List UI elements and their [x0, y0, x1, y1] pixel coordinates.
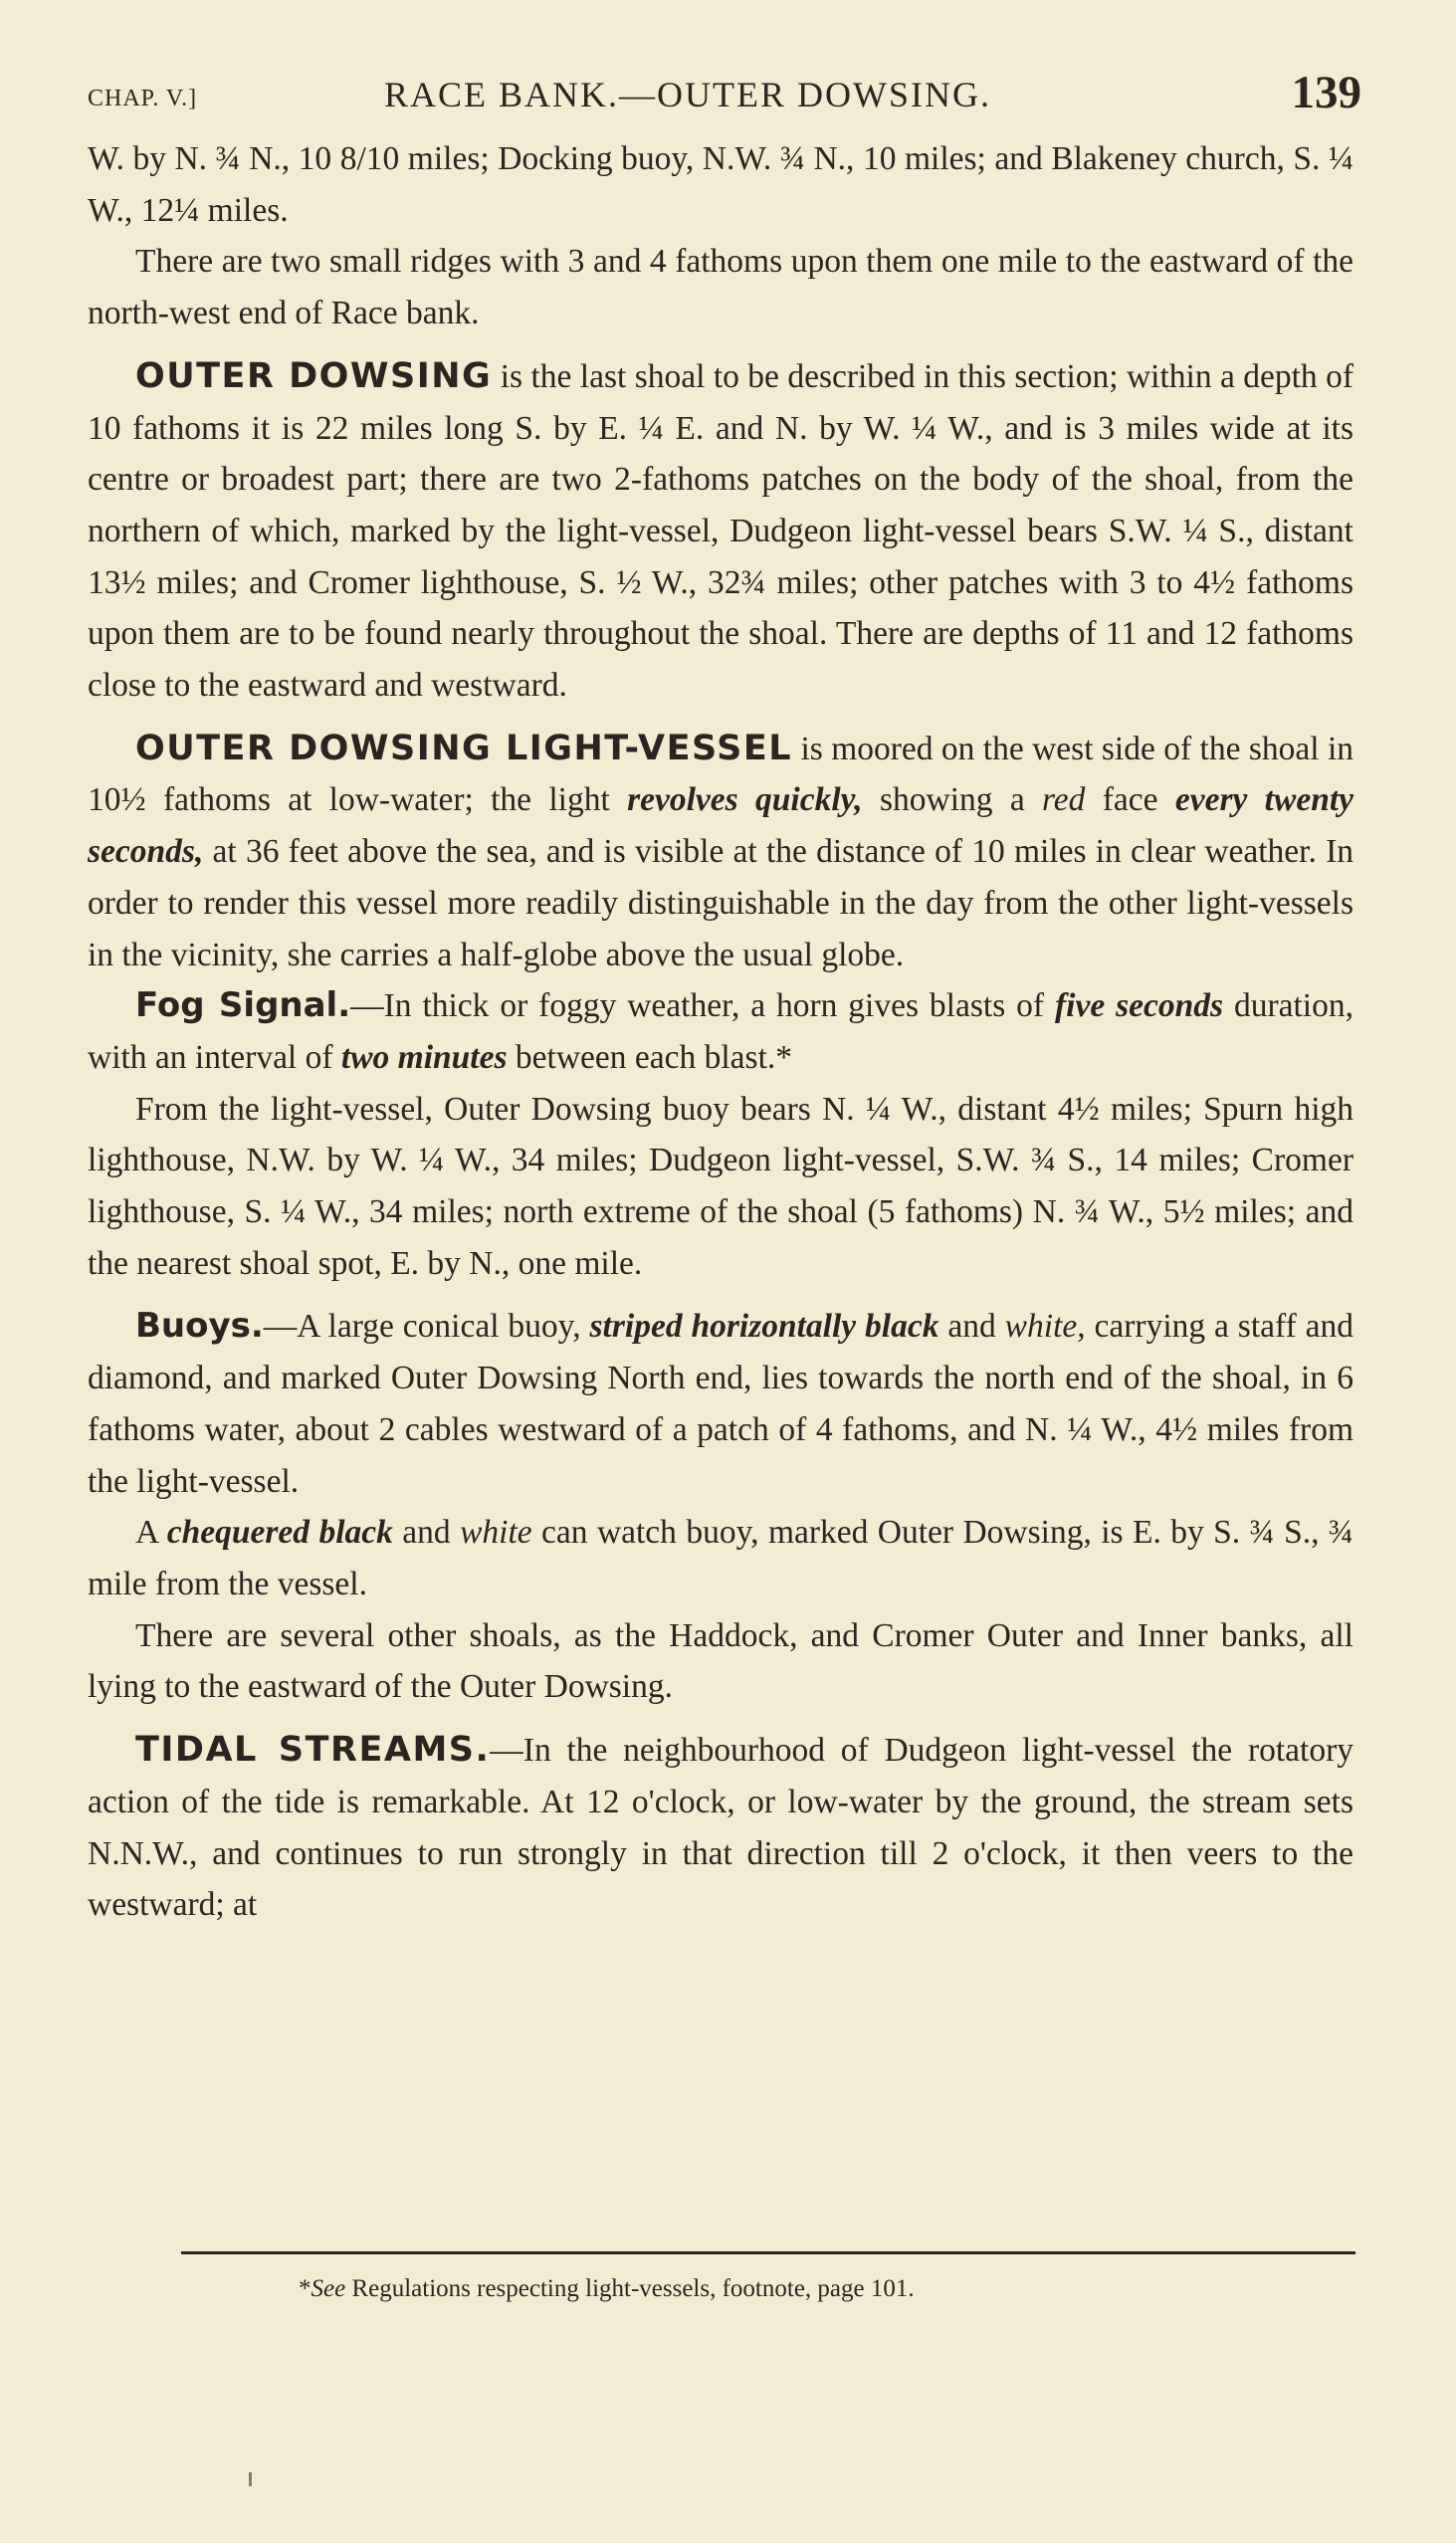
paragraph-text: is the last shoal to be described in this section; within a depth of 10 fathoms it is 22 miles long S. by E. ¼ E. and N. by W. ¼ W., and is 3 miles wide at its centre or broadest part; there are two 2-fathoms patches on the body of the shoal, from the northern of which, marked by the light-vessel, Dudgeon light-vessel bears S.W. ¼ S., distant 13½ miles; and Cromer lighthouse, S. ½ W., 32¾ miles; other patches with 3 to 4½ fathoms upon them are to be found nearly throughout the shoal. There are depths of 11 and 12 fathoms close to the eastward and westward.	[88, 357, 1353, 705]
emphasis-text: two minutes	[340, 1038, 508, 1076]
paragraph-bearings-continued	[88, 133, 1353, 236]
paragraph-text: carrying a staff and diamond, and marked Outer Dowsing North end, lies towards the north end of the shoal, in 6 fathoms water, about 2 cables westward of a patch of 4 fathoms, and N. ¼ W., 4½ miles from the light-vessel.	[88, 1308, 1353, 1500]
section-heading-buoys: Buoys.	[135, 1306, 264, 1347]
paragraph-light-vessel	[88, 724, 1353, 981]
paragraph-chequered-buoy	[88, 1507, 1353, 1609]
section-heading-fog-signal: Fog Signal.	[135, 985, 351, 1026]
page-number: 139	[1291, 67, 1361, 118]
paragraph-text: W. by N. ¾ N., 10 8/10 miles; Docking buoy, N.W. ¾ N., 10 miles; and Blakeney church, S. ¼ W., 12¼ miles.	[88, 140, 1353, 229]
section-heading-outer-dowsing: OUTER DOWSING	[135, 355, 493, 396]
paragraph-text: and	[938, 1308, 1005, 1346]
footnote-see: See	[311, 2275, 346, 2302]
paragraph-text: face	[1085, 781, 1175, 819]
emphasis-text: red	[1042, 781, 1086, 819]
chapter-marker: CHAP. V.]	[88, 86, 198, 111]
paragraph-text: showing a	[862, 781, 1043, 819]
paragraph-text: There are several other shoals, as the Haddock, and Cromer Outer and Inner banks, all lying to the eastward of the Outer Dowsing.	[88, 1616, 1353, 1706]
running-title: RACE BANK.—OUTER DOWSING.	[384, 75, 991, 114]
paragraph-outer-dowsing	[88, 351, 1353, 712]
paragraph-text: —In thick or foggy weather, a horn gives blasts of	[350, 987, 1055, 1025]
paper-speck	[249, 2472, 252, 2486]
paragraph-bearings-from-vessel	[88, 1084, 1353, 1290]
footnote-text: Regulations respecting light-vessels, footnote, page 101.	[345, 2275, 915, 2302]
paragraph-text: can watch buoy, marked Outer Dowsing, is E. by S. ¾ S., ¾ mile from the vessel.	[88, 1514, 1353, 1602]
paragraph-buoys	[88, 1301, 1353, 1507]
paragraph-other-shoals	[88, 1610, 1353, 1713]
book-page	[88, 67, 1361, 1931]
emphasis-text: every twenty seconds,	[88, 781, 1354, 871]
paragraph-text: is moored on the west side of the shoal in 10½ fathoms at low-water; the light	[88, 730, 1354, 819]
emphasis-text: white,	[1004, 1308, 1086, 1346]
emphasis-text: revolves quickly,	[627, 781, 863, 819]
footnote	[299, 2275, 915, 2303]
footnote-marker: *	[299, 2275, 312, 2302]
paragraph-small-ridges	[88, 236, 1353, 338]
section-heading-light-vessel: OUTER DOWSING LIGHT-VESSEL	[135, 728, 793, 768]
paragraph-text: at 36 feet above the sea, and is visible at the distance of 10 miles in clear weather. In order to render this vessel more readily distinguishable in the day from the other light-vessels in the vicinity, she carries a half-globe above the usual globe.	[88, 833, 1353, 973]
paragraph-text: —In the neighbourhood of Dudgeon light-vessel the rotatory action of the tide is remarkable. At 12 o'clock, or low-water by the ground, the stream sets N.N.W., and continues to run strongly in that direction till 2 o'clock, it then veers to the westward; at	[88, 1732, 1353, 1924]
section-heading-tidal-streams: TIDAL STREAMS.	[135, 1730, 491, 1771]
paragraph-text: A	[135, 1514, 167, 1552]
paragraph-fog-signal	[88, 980, 1353, 1083]
footnote-rule	[181, 2251, 1355, 2254]
paragraph-text: There are two small ridges with 3 and 4 fathoms upon them one mile to the eastward of the north-west end of Race bank.	[88, 243, 1353, 332]
running-head	[88, 67, 1361, 133]
paragraph-text: between each blast.*	[507, 1038, 793, 1076]
paragraph-text: —A large conical buoy,	[263, 1308, 590, 1346]
emphasis-text: white	[460, 1514, 532, 1552]
paragraph-tidal-streams	[88, 1725, 1353, 1931]
emphasis-text: chequered black	[166, 1514, 393, 1552]
emphasis-text: five seconds	[1054, 987, 1224, 1025]
paragraph-text: From the light-vessel, Outer Dowsing buoy bears N. ¼ W., distant 4½ miles; Spurn high lighthouse, N.W. by W. ¼ W., 34 miles; Dudgeon light-vessel, S.W. ¾ S., 14 miles; Cromer lighthouse, S. ¼ W., 34 miles; north extreme of the shoal (5 fathoms) N. ¾ W., 5½ miles; and the nearest shoal spot, E. by N., one mile.	[88, 1090, 1353, 1282]
emphasis-text: striped horizontally black	[589, 1308, 939, 1346]
paragraph-text: and	[392, 1514, 461, 1552]
paragraph-text: duration, with an interval of	[88, 987, 1353, 1076]
